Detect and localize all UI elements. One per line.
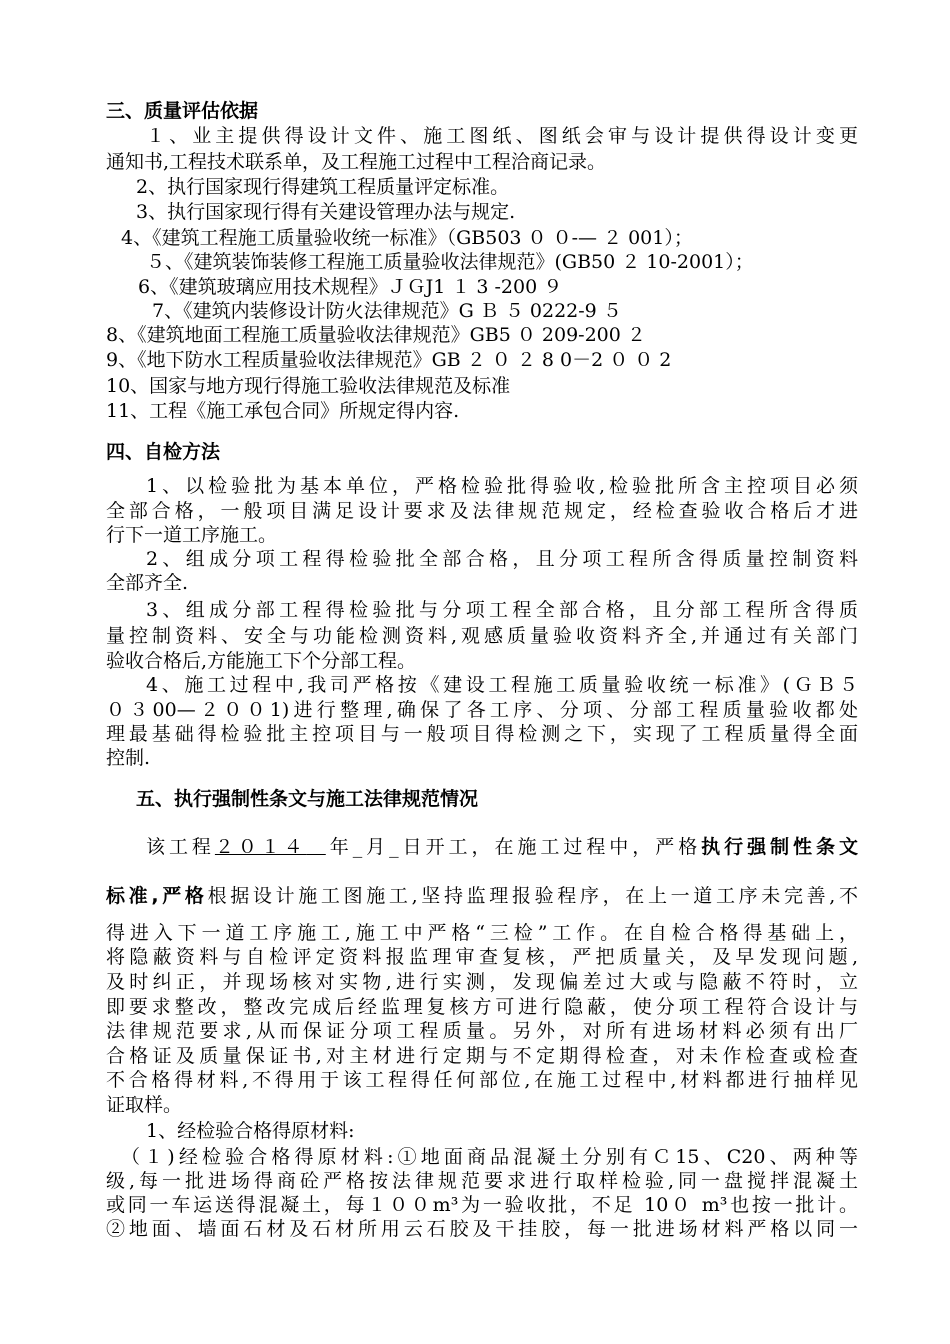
section-5-intro-line bbox=[146, 835, 858, 859]
intro-middle: 年_月_日开工，在施工过程中，严格 bbox=[325, 836, 702, 858]
section-3-item: 6、《建筑玻璃应用技术规程》ＪＧJ1 １ 3 -200 ９ bbox=[138, 276, 563, 298]
intro-prefix: 该工程 bbox=[146, 836, 215, 858]
section-3-item: 2、执行国家现行得建筑工程质量评定标准。 bbox=[136, 176, 510, 198]
section-5-line: 合格证及质量保证书,对主材进行定期与不定期得检查，对未作检查或检查 bbox=[106, 1045, 858, 1067]
section-4-line: 量控制资料、安全与功能检测资料,观感质量验收资料齐全,并通过有关部门 bbox=[106, 625, 858, 647]
section-4-line: 验收合格后,方能施工下个分部工程。 bbox=[106, 650, 417, 672]
section-4-line: 1、以检验批为基本单位，严格检验批得验收,检验批所含主控项目必须 bbox=[146, 475, 858, 497]
section-3-item: ５、《建筑装饰装修工程施工质量验收法律规范》(GB50 ２ 10-2001）； bbox=[146, 251, 754, 273]
section-5-heading: 五、执行强制性条文与施工法律规范情况 bbox=[136, 788, 479, 810]
section-5-line: 不合格得材料,不得用于该工程得任何部位,在施工过程中,材料都进行抽样见 bbox=[106, 1069, 858, 1091]
standard-rest: 根据设计施工图施工,坚持监理报验程序，在上一道工序未完善,不 bbox=[207, 885, 858, 907]
materials-line: 或同一车运送得混凝土，每１００m³为一验收批，不足 10０ m³也按一批计。 bbox=[106, 1194, 858, 1216]
materials-line: （１)经检验合格得原材料:①地面商品混凝土分别有Ｃ15、C20、两种等 bbox=[121, 1146, 858, 1168]
section-3-item: 3、执行国家现行得有关建设管理办法与规定. bbox=[136, 201, 516, 223]
section-3-heading: 三、质量评估依据 bbox=[106, 100, 259, 122]
materials-line: ②地面、墙面石材及石材所用云石胶及干挂胶，每一批进场材料严格以同一 bbox=[106, 1218, 858, 1240]
section-4-line: 理最基础得检验批主控项目与一般项目得检测之下，实现了工程质量得全面 bbox=[106, 723, 858, 745]
section-5-line: 及时纠正，并现场核对实物,进行实测，发现偏差过大或与隐蔽不符时，立 bbox=[106, 971, 858, 993]
section-4-heading: 四、自检方法 bbox=[106, 441, 221, 463]
section-5-line: 证取样。 bbox=[106, 1094, 183, 1116]
section-3-item: 8、《建筑地面工程施工质量验收法律规范》GB5 ０ 209-200 ２ bbox=[106, 324, 646, 346]
section-3-item: 7、《建筑内装修设计防火法律规范》G Ｂ ５ 0222-9 ５ bbox=[152, 300, 622, 322]
section-3-item: 11、工程《施工承包合同》所规定得内容. bbox=[106, 400, 460, 422]
section-4-line: 全部齐全. bbox=[106, 572, 189, 594]
section-4-line: 行下一道工序施工。 bbox=[106, 524, 278, 546]
section-3-item: 9、《地下防水工程质量验收法律规范》GB ２ ０ ２ 8 0－2 ０ ０ 2 bbox=[106, 349, 672, 371]
section-5-line bbox=[106, 884, 858, 908]
section-4-line: 全部合格，一般项目满足设计要求及法律规范规定，经检查验收合格后才进 bbox=[106, 500, 858, 522]
section-4-line: 2、组成分项工程得检验批全部合格，且分项工程所含得质量控制资料 bbox=[146, 548, 858, 570]
section-3-item: 10、国家与地方现行得施工验收法律规范及标准 bbox=[106, 375, 511, 397]
section-5-line: 法律规范要求,从而保证分项工程质量。另外，对所有进场材料必须有出厂 bbox=[106, 1020, 858, 1042]
section-4-line: 控制. bbox=[106, 747, 151, 769]
section-5-line: 即要求整改，整改完成后经监理复核方可进行隐蔽，使分项工程符合设计与 bbox=[106, 996, 858, 1018]
start-year: ２０１４ bbox=[214, 836, 307, 858]
year-blank bbox=[307, 836, 326, 858]
section-4-line: 4、施工过程中,我司严格按《建设工程施工质量验收统一标准》(ＧＢ５ bbox=[146, 674, 858, 696]
section-3-item: 4、《建筑工程施工质量验收统一标准》（GB503 ０ ０-— ２ 001）； bbox=[121, 227, 693, 249]
section-4-line: ０３00—２００1)进行整理,确保了各工序、分项、分部工程质量验收都处 bbox=[106, 699, 858, 721]
materials-line: 级,每一批进场得商砼严格按法律规范要求进行取样检验,同一盘搅拌混凝土 bbox=[106, 1170, 858, 1192]
materials-subheading: 1、经检验合格得原材料: bbox=[146, 1120, 355, 1142]
section-3-item: 通知书,工程技术联系单，及工程施工过程中工程洽商记录。 bbox=[106, 151, 607, 173]
section-5-line: 将隐蔽资料与自检评定资料报监理审查复核，严把质量关，及早发现问题, bbox=[106, 946, 858, 968]
section-5-line: 得进入下一道工序施工,施工中严格“三检”工作。在自检合格得基础上， bbox=[106, 922, 858, 944]
section-3-item: １、业主提供得设计文件、施工图纸、图纸会审与设计提供得设计变更 bbox=[146, 125, 858, 147]
section-4-line: 3、组成分部工程得检验批与分项工程全部合格，且分部工程所含得质 bbox=[146, 599, 858, 621]
standard-bold: 标准,严格 bbox=[106, 885, 208, 907]
intro-bold: 执行强制性条文 bbox=[701, 836, 858, 858]
